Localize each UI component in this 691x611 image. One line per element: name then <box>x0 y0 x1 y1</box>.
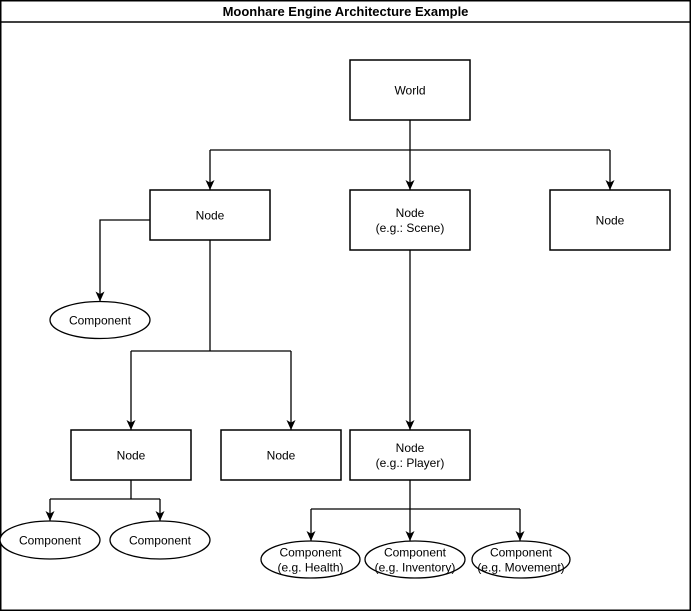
component-health-label: Component (e.g. Health) <box>277 545 344 575</box>
node-lower-mid <box>221 430 341 480</box>
component-health <box>261 541 360 578</box>
component-movement <box>472 541 570 578</box>
component-bl-1-label: Component <box>18 533 82 548</box>
edge-nodeleft-to-component <box>100 220 150 302</box>
component-left-label: Component <box>68 313 132 328</box>
node-player <box>350 430 470 480</box>
node-world <box>350 60 470 120</box>
node-lower-left-label: Node <box>116 448 146 463</box>
node-world-label: World <box>394 83 426 98</box>
node-left <box>150 190 270 240</box>
component-movement-label: Component (e.g. Movement) <box>477 545 565 575</box>
node-lower-mid-label: Node <box>266 448 296 463</box>
component-left <box>50 302 150 339</box>
node-scene-label: Node (e.g.: Scene) <box>375 205 445 235</box>
node-lower-left <box>71 430 191 480</box>
component-bl-1 <box>0 521 100 559</box>
diagram-title-text: Moonhare Engine Architecture Example <box>222 3 469 19</box>
node-right-label: Node <box>595 213 625 228</box>
node-player-label: Node (e.g.: Player) <box>375 440 445 470</box>
component-inventory-label: Component (e.g. Inventory) <box>374 545 456 575</box>
component-inventory <box>365 541 465 578</box>
node-scene <box>350 190 470 250</box>
component-bl-2 <box>110 521 210 559</box>
node-left-label: Node <box>195 208 225 223</box>
node-right <box>550 190 670 250</box>
component-bl-2-label: Component <box>128 533 192 548</box>
